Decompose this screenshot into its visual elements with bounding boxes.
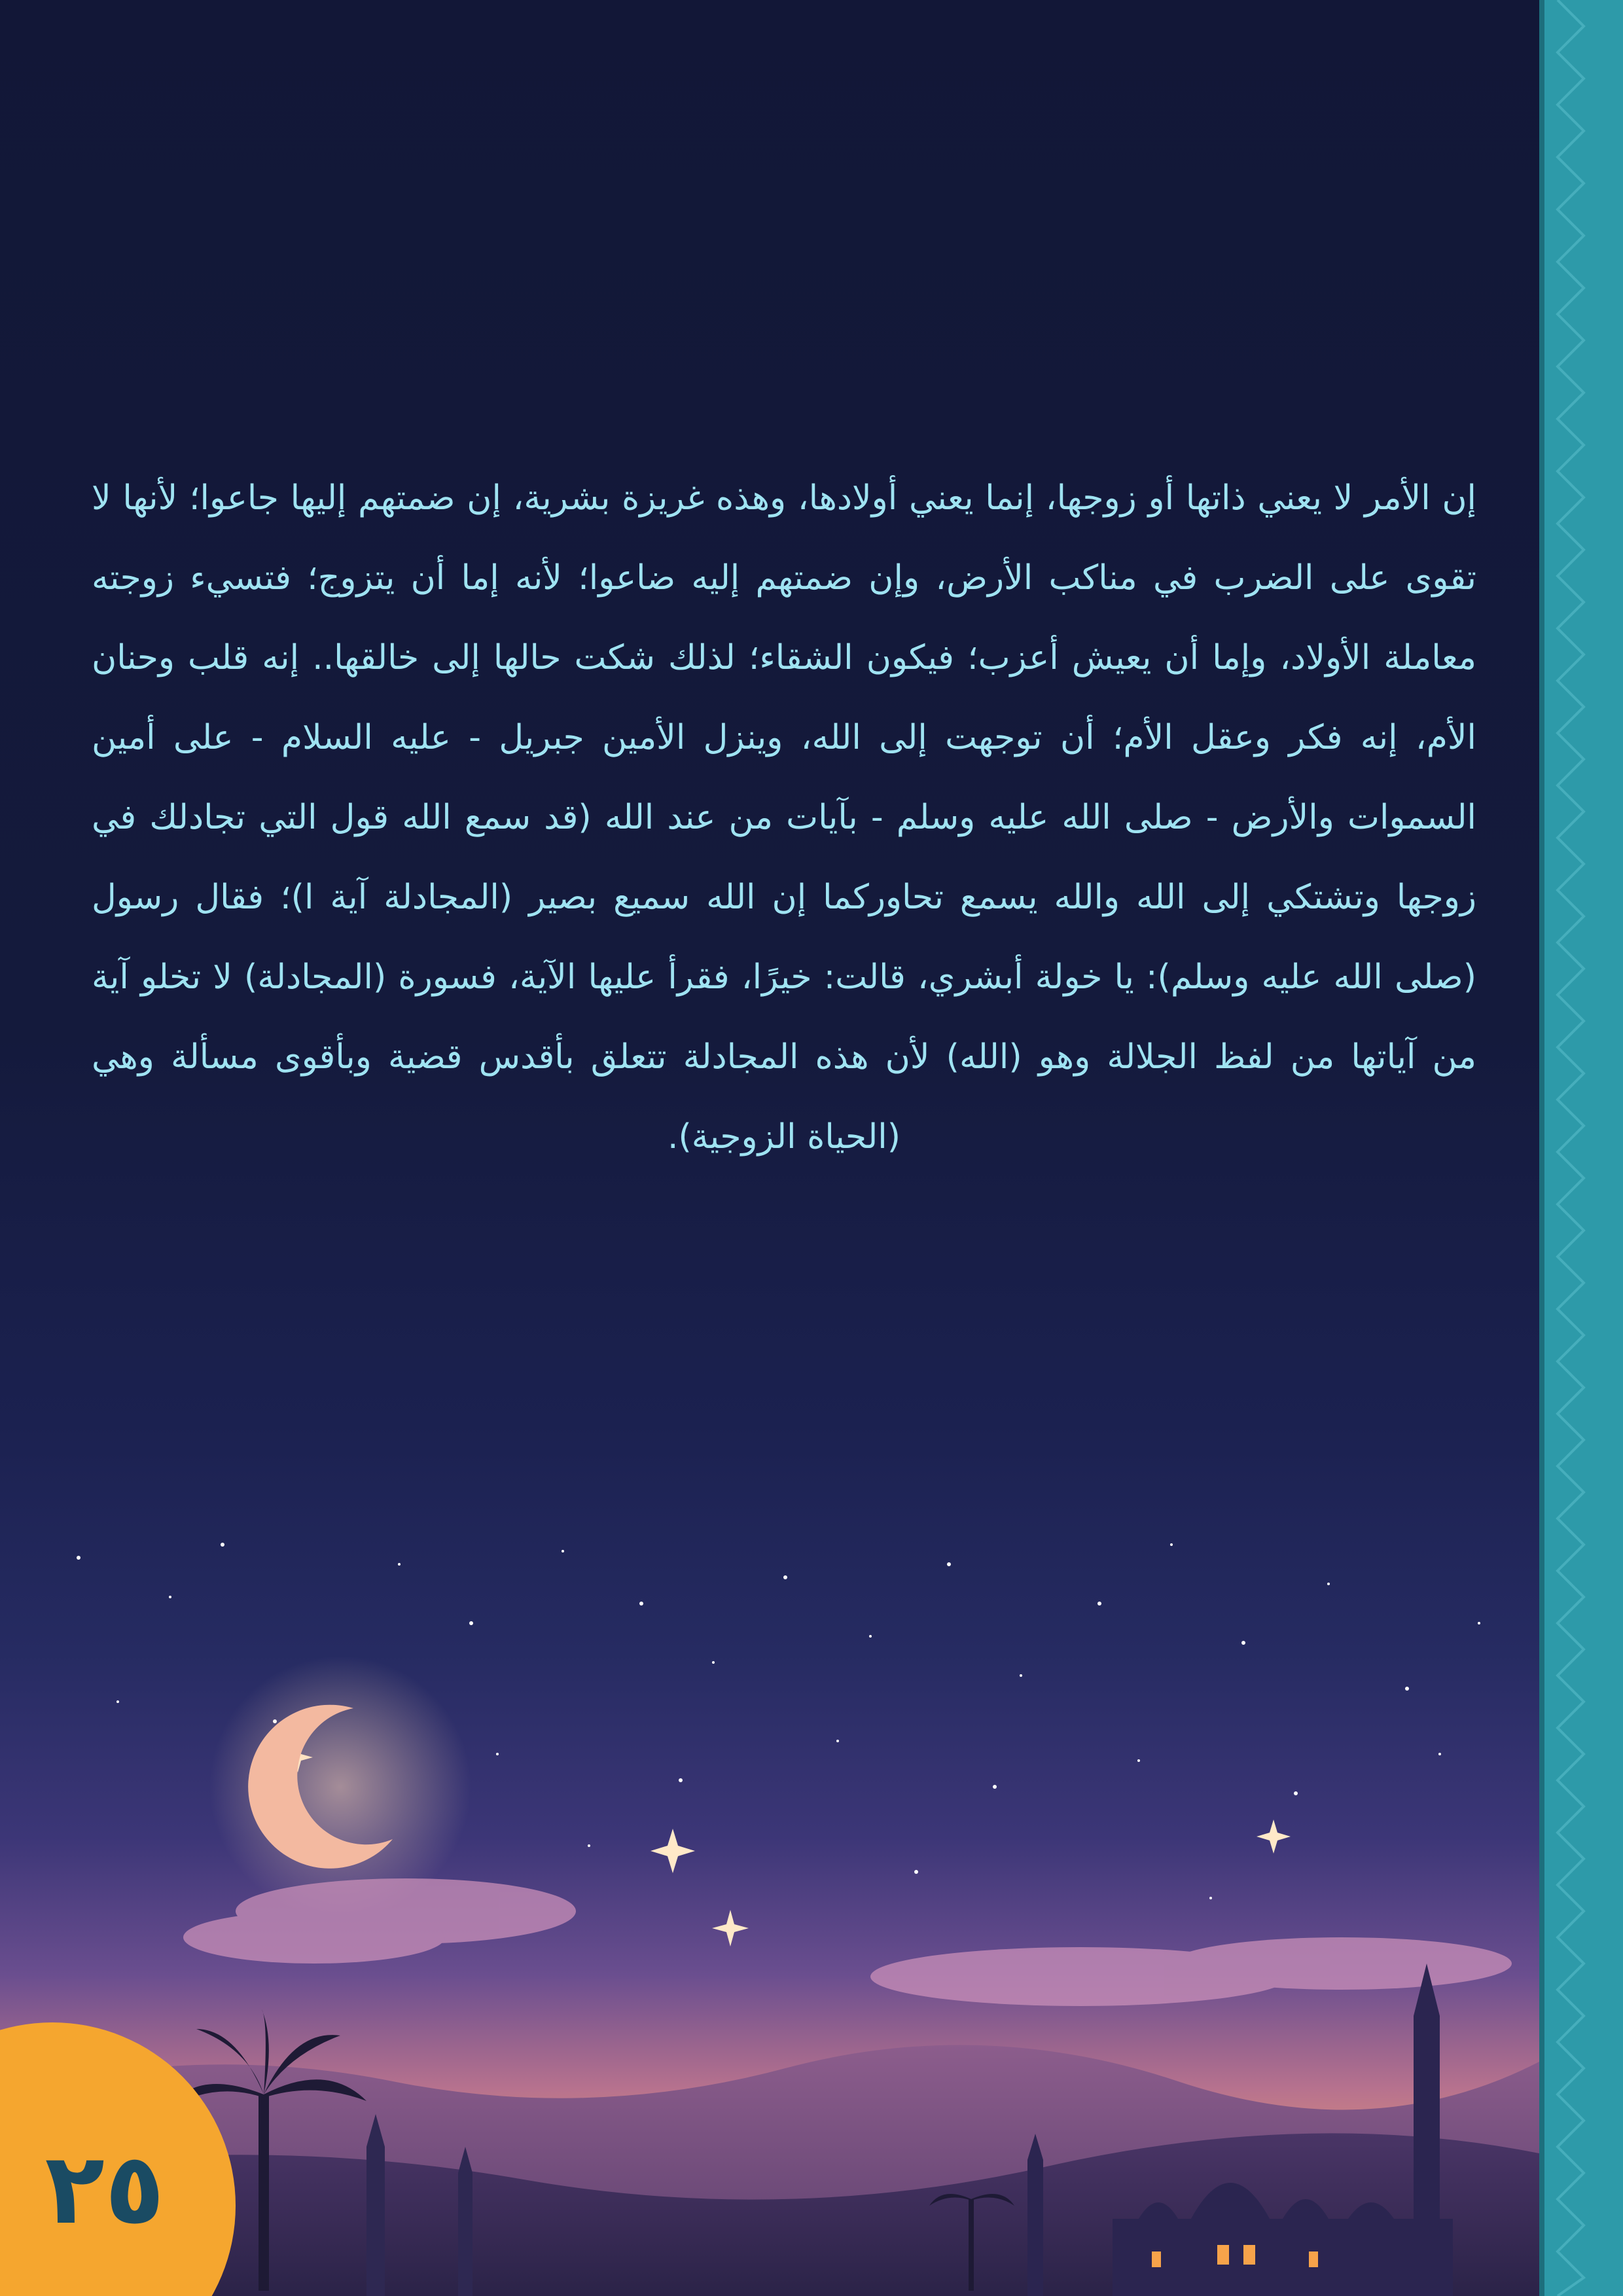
body-paragraph: إن الأمر لا يعني ذاتها أو زوجها، إنما يعني أولادها، وهذه غريزة بشرية، إن ضمتهم إليها جاعوا؛ لأنها لا تقوى على الضرب في مناكب الأرض، وإن ضمتهم إليه ضاعوا؛ لأنه إما أن يتزوج؛ فتسيء زوجته معاملة الأولاد، وإما أن يعيش أعزب؛ فيكون الشقاء؛ لذلك شكت حالها إلى خالقها.. إنه قلب وحنان الأم، إنه فكر وعقل الأم؛ أن توجهت إلى الله، وينزل الأمين جبريل - عليه السلام - على أمين السموات والأرض - صلى الله عليه وسلم - بآيات من عند الله (قد سمع الله قول التي تجادلك في زوجها وتشتكي إلى الله والله يسمع تحاوركما إن الله سميع بصير (المجادلة آية ا)؛ فقال رسول (صلى الله عليه وسلم): يا خولة أبشري، قالت: خيرًا، فقرأ عليها الآية، فسورة (المجادلة) لا تخلو آية من آياتها من لفظ الجلالة وهو (الله) لأن هذه المجادلة تتعلق بأقدس قضية وبأقوى مسألة وهي (الحياة الزوجية). <box>92 478 1476 1157</box>
geometric-pattern-icon <box>1544 0 1623 2296</box>
clouds <box>183 1878 1512 2006</box>
decorative-border <box>1539 0 1623 2296</box>
page-number: ٢٥ <box>45 2132 165 2246</box>
